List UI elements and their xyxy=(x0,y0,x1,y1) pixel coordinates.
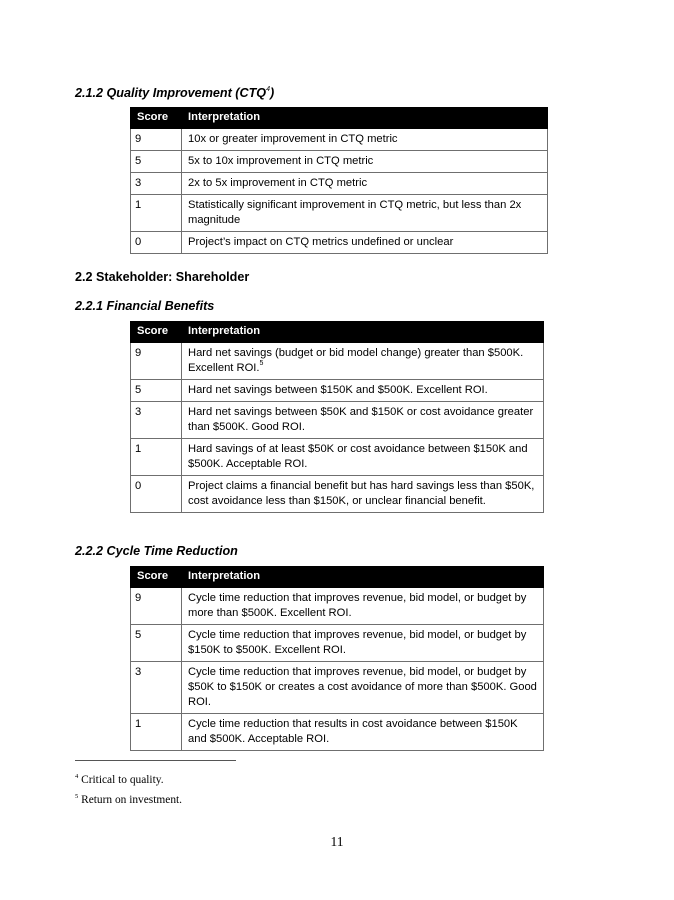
header-interpretation: Interpretation xyxy=(182,567,544,588)
score-cell: 9 xyxy=(131,588,182,625)
interpretation-cell: 10x or greater improvement in CTQ metric xyxy=(182,129,548,151)
table-row xyxy=(131,714,544,751)
score-cell: 1 xyxy=(131,439,182,476)
table-row xyxy=(131,476,544,513)
interpretation-cell: 5x to 10x improvement in CTQ metric xyxy=(182,151,548,173)
table-row xyxy=(131,625,544,662)
interpretation-cell: Hard net savings (budget or bid model change) greater than $500K. Excellent ROI.$^5$ xyxy=(182,343,544,380)
table-row xyxy=(131,195,548,232)
section-heading-cycle-time-reduction: 2.2.2 Cycle Time Reduction xyxy=(75,544,238,558)
footnote-ref-5: 5 xyxy=(259,360,264,367)
interpretation-cell: Hard net savings between $150K and $500K. Excellent ROI. xyxy=(182,380,544,402)
interpretation-cell: Cycle time reduction that improves revenue, bid model, or budget by more than $500K. Excellent ROI. xyxy=(182,588,544,625)
score-cell: 9 xyxy=(131,129,182,151)
financial-benefits-table xyxy=(130,321,544,513)
interpretation-cell: Cycle time reduction that results in cost avoidance between $150K and $500K. Acceptable ROI. xyxy=(182,714,544,751)
footnote-divider xyxy=(75,760,236,761)
score-cell: 1 xyxy=(131,714,182,751)
quality-improvement-table xyxy=(130,107,548,254)
table-row xyxy=(131,232,548,254)
interpretation-cell: Statistically significant improvement in CTQ metric, but less than 2x magnitude xyxy=(182,195,548,232)
score-cell: 9 xyxy=(131,343,182,380)
interpretation-cell: Hard net savings between $50K and $150K or cost avoidance greater than $500K. Good ROI. xyxy=(182,402,544,439)
header-interpretation: Interpretation xyxy=(182,322,544,343)
table-row xyxy=(131,662,544,714)
score-cell: 5 xyxy=(131,151,182,173)
header-interpretation: Interpretation xyxy=(182,108,548,129)
table-row xyxy=(131,402,544,439)
score-cell: 0 xyxy=(131,232,182,254)
table-header-row xyxy=(131,567,544,588)
table-header-row xyxy=(131,108,548,129)
score-cell: 3 xyxy=(131,402,182,439)
score-cell: 5 xyxy=(131,625,182,662)
section-heading-financial-benefits: 2.2.1 Financial Benefits xyxy=(75,299,215,313)
table-row xyxy=(131,439,544,476)
score-cell: 1 xyxy=(131,195,182,232)
table-row xyxy=(131,380,544,402)
interpretation-cell: Cycle time reduction that improves revenue, bid model, or budget by $150K to $500K. Excellent ROI. xyxy=(182,625,544,662)
header-score: Score xyxy=(131,322,182,343)
table-row xyxy=(131,173,548,195)
footnote-5: $^5$ Return on investment. xyxy=(75,793,183,806)
score-cell: 3 xyxy=(131,173,182,195)
header-score: Score xyxy=(131,567,182,588)
cycle-time-table xyxy=(130,566,544,751)
interpretation-cell: Hard savings of at least $50K or cost avoidance between $150K and $500K. Acceptable ROI. xyxy=(182,439,544,476)
interpretation-cell: 2x to 5x improvement in CTQ metric xyxy=(182,173,548,195)
table-header-row xyxy=(131,322,544,343)
table-row xyxy=(131,343,544,380)
interpretation-cell: Project claims a financial benefit but has hard savings less than $50K, cost avoidance less than $150K, or unclear financial benefit. xyxy=(182,476,544,513)
interpretation-cell: Project’s impact on CTQ metrics undefined or unclear xyxy=(182,232,548,254)
score-cell: 5 xyxy=(131,380,182,402)
footnote-4: $^4$ Critical to quality. xyxy=(75,773,164,786)
table-row xyxy=(131,588,544,625)
score-cell: 3 xyxy=(131,662,182,714)
header-score: Score xyxy=(131,108,182,129)
footnote-ref-4: 4 xyxy=(266,86,270,93)
table-row xyxy=(131,129,548,151)
score-cell: 0 xyxy=(131,476,182,513)
section-heading-stakeholder: 2.2 Stakeholder: Shareholder xyxy=(75,270,250,284)
table-row xyxy=(131,151,548,173)
page-number: 11 xyxy=(330,834,344,849)
interpretation-cell: Cycle time reduction that improves revenue, bid model, or budget by $50K to $150K or creates a cost avoidance of more than $500K. Good ROI. xyxy=(182,662,544,714)
section-heading-quality-improvement: 2.1.2 Quality Improvement (CTQ$^4$) xyxy=(75,86,275,100)
